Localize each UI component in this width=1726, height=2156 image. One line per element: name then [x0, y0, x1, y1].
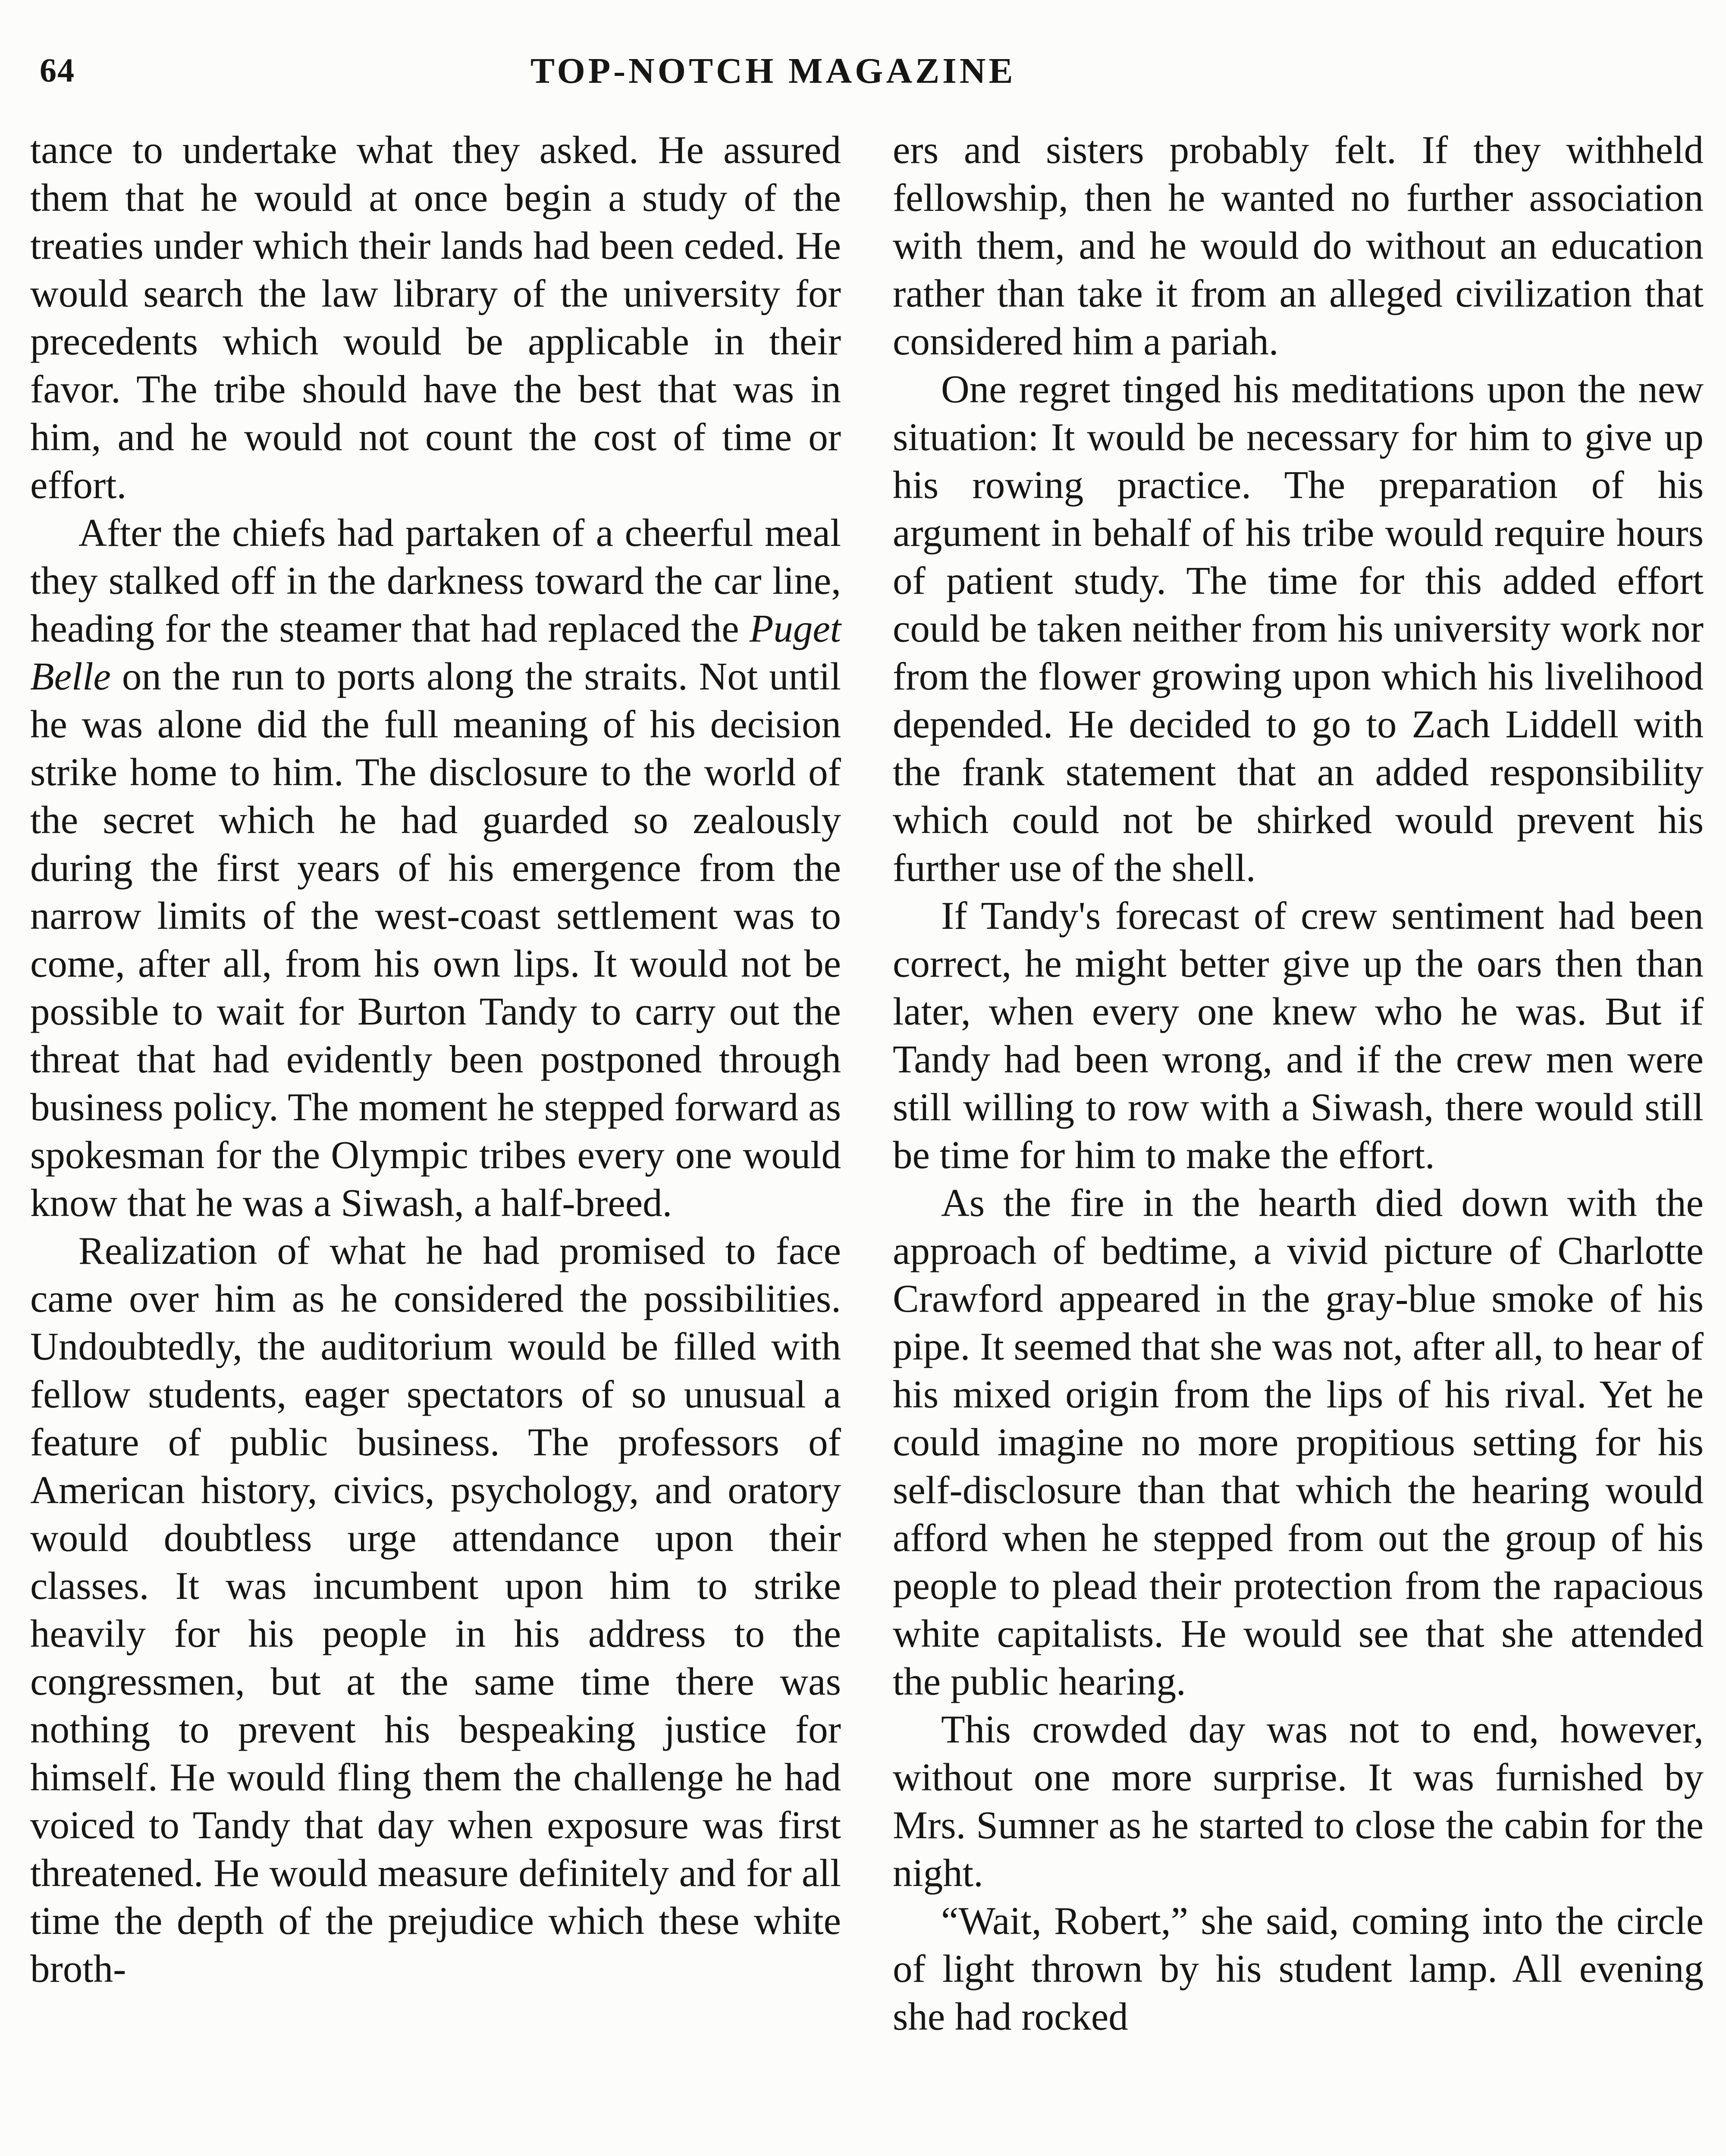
paragraph: This crowded day was not to end, however, without one more surprise. It was furnished by Mrs. Sumner as he started to close the cabin for the night. [893, 1708, 1704, 1895]
left-column [30, 126, 841, 1993]
paragraph [30, 509, 841, 1227]
right-column [893, 126, 1704, 2040]
paragraph: ers and sisters probably felt. If they withheld fellowship, then he wanted no further association with them, and he would do without an education rather than take it from an alleged civilization that considered him a pariah. [893, 128, 1704, 363]
paragraph: If Tandy's forecast of crew sentiment had been correct, he might better give up the oars then than later, when every one knew who he was. But if Tandy had been wrong, and if the crew men were still willing to row with a Siwash, there would still be time for him to make the effort. [893, 894, 1704, 1177]
paragraph-text: on the run to ports along the straits. Not until he was alone did the full meaning of his decision strike home to him. The disclosure to the world of the secret which he had guarded so zealously during the first years of his emergence from the narrow limits of the west-coast settlement was to come, after all, from his own lips. It would not be possible to wait for Burton Tandy to carry out the threat that had evidently been postponed through business policy. The moment he stepped forward as spokesman for the Olympic tribes every one would know that he was a Siwash, a half-breed. [30, 655, 841, 1225]
paragraph-text: After the chiefs had partaken of a cheerful meal they stalked off in the darkness toward the car line, heading for the steamer that had replaced the [30, 511, 841, 650]
paragraph: Realization of what he had promised to face came over him as he considered the possibilities. Undoubtedly, the auditorium would be filled with fellow students, eager spectators of so unusual a feature of public business. The professors of American history, civics, psychology, and oratory would doubtless urge attendance upon their classes. It was incumbent upon him to strike heavily for his people in his address to the congressmen, but at the same time there was nothing to prevent his bespeaking justice for himself. He would fling them the challenge he had voiced to Tandy that day when exposure was first threatened. He would measure definitely and for all time the depth of the prejudice which these white broth- [30, 1229, 841, 1990]
paragraph: “Wait, Robert,” she said, coming into the circle of light thrown by his student lamp. All evening she had rocked [893, 1899, 1704, 2038]
paragraph: As the fire in the hearth died down with the approach of bedtime, a vivid picture of Charlotte Crawford appeared in the gray-blue smoke of his pipe. It seemed that she was not, after all, to hear of his mixed origin from the lips of his rival. Yet he could imagine no more propitious setting for his self-disclosure than that which the hearing would afford when he stepped from out the group of his people to plead their protection from the rapacious white capitalists. He would see that she attended the public hearing. [893, 1181, 1704, 1703]
page-number: 64 [40, 51, 75, 89]
paragraph: One regret tinged his meditations upon the new situation: It would be necessary for him to give up his rowing practice. The preparation of his argument in behalf of his tribe would require hours of patient study. The time for this added effort could be taken neither from his university work nor from the flower growing upon which his livelihood depended. He decided to go to Zach Liddell with the frank statement that an added responsibility which could not be shirked would prevent his further use of the shell. [893, 367, 1704, 890]
running-head: TOP-NOTCH MAGAZINE [530, 51, 1016, 91]
ship-name: Puget Belle [30, 607, 841, 698]
paragraph: tance to undertake what they asked. He assured them that he would at once begin a study of the treaties under which their lands had been ceded. He would search the law library of the university for precedents which would be applicable in their favor. The tribe should have the best that was in him, and he would not count the cost of time or effort. [30, 128, 841, 507]
